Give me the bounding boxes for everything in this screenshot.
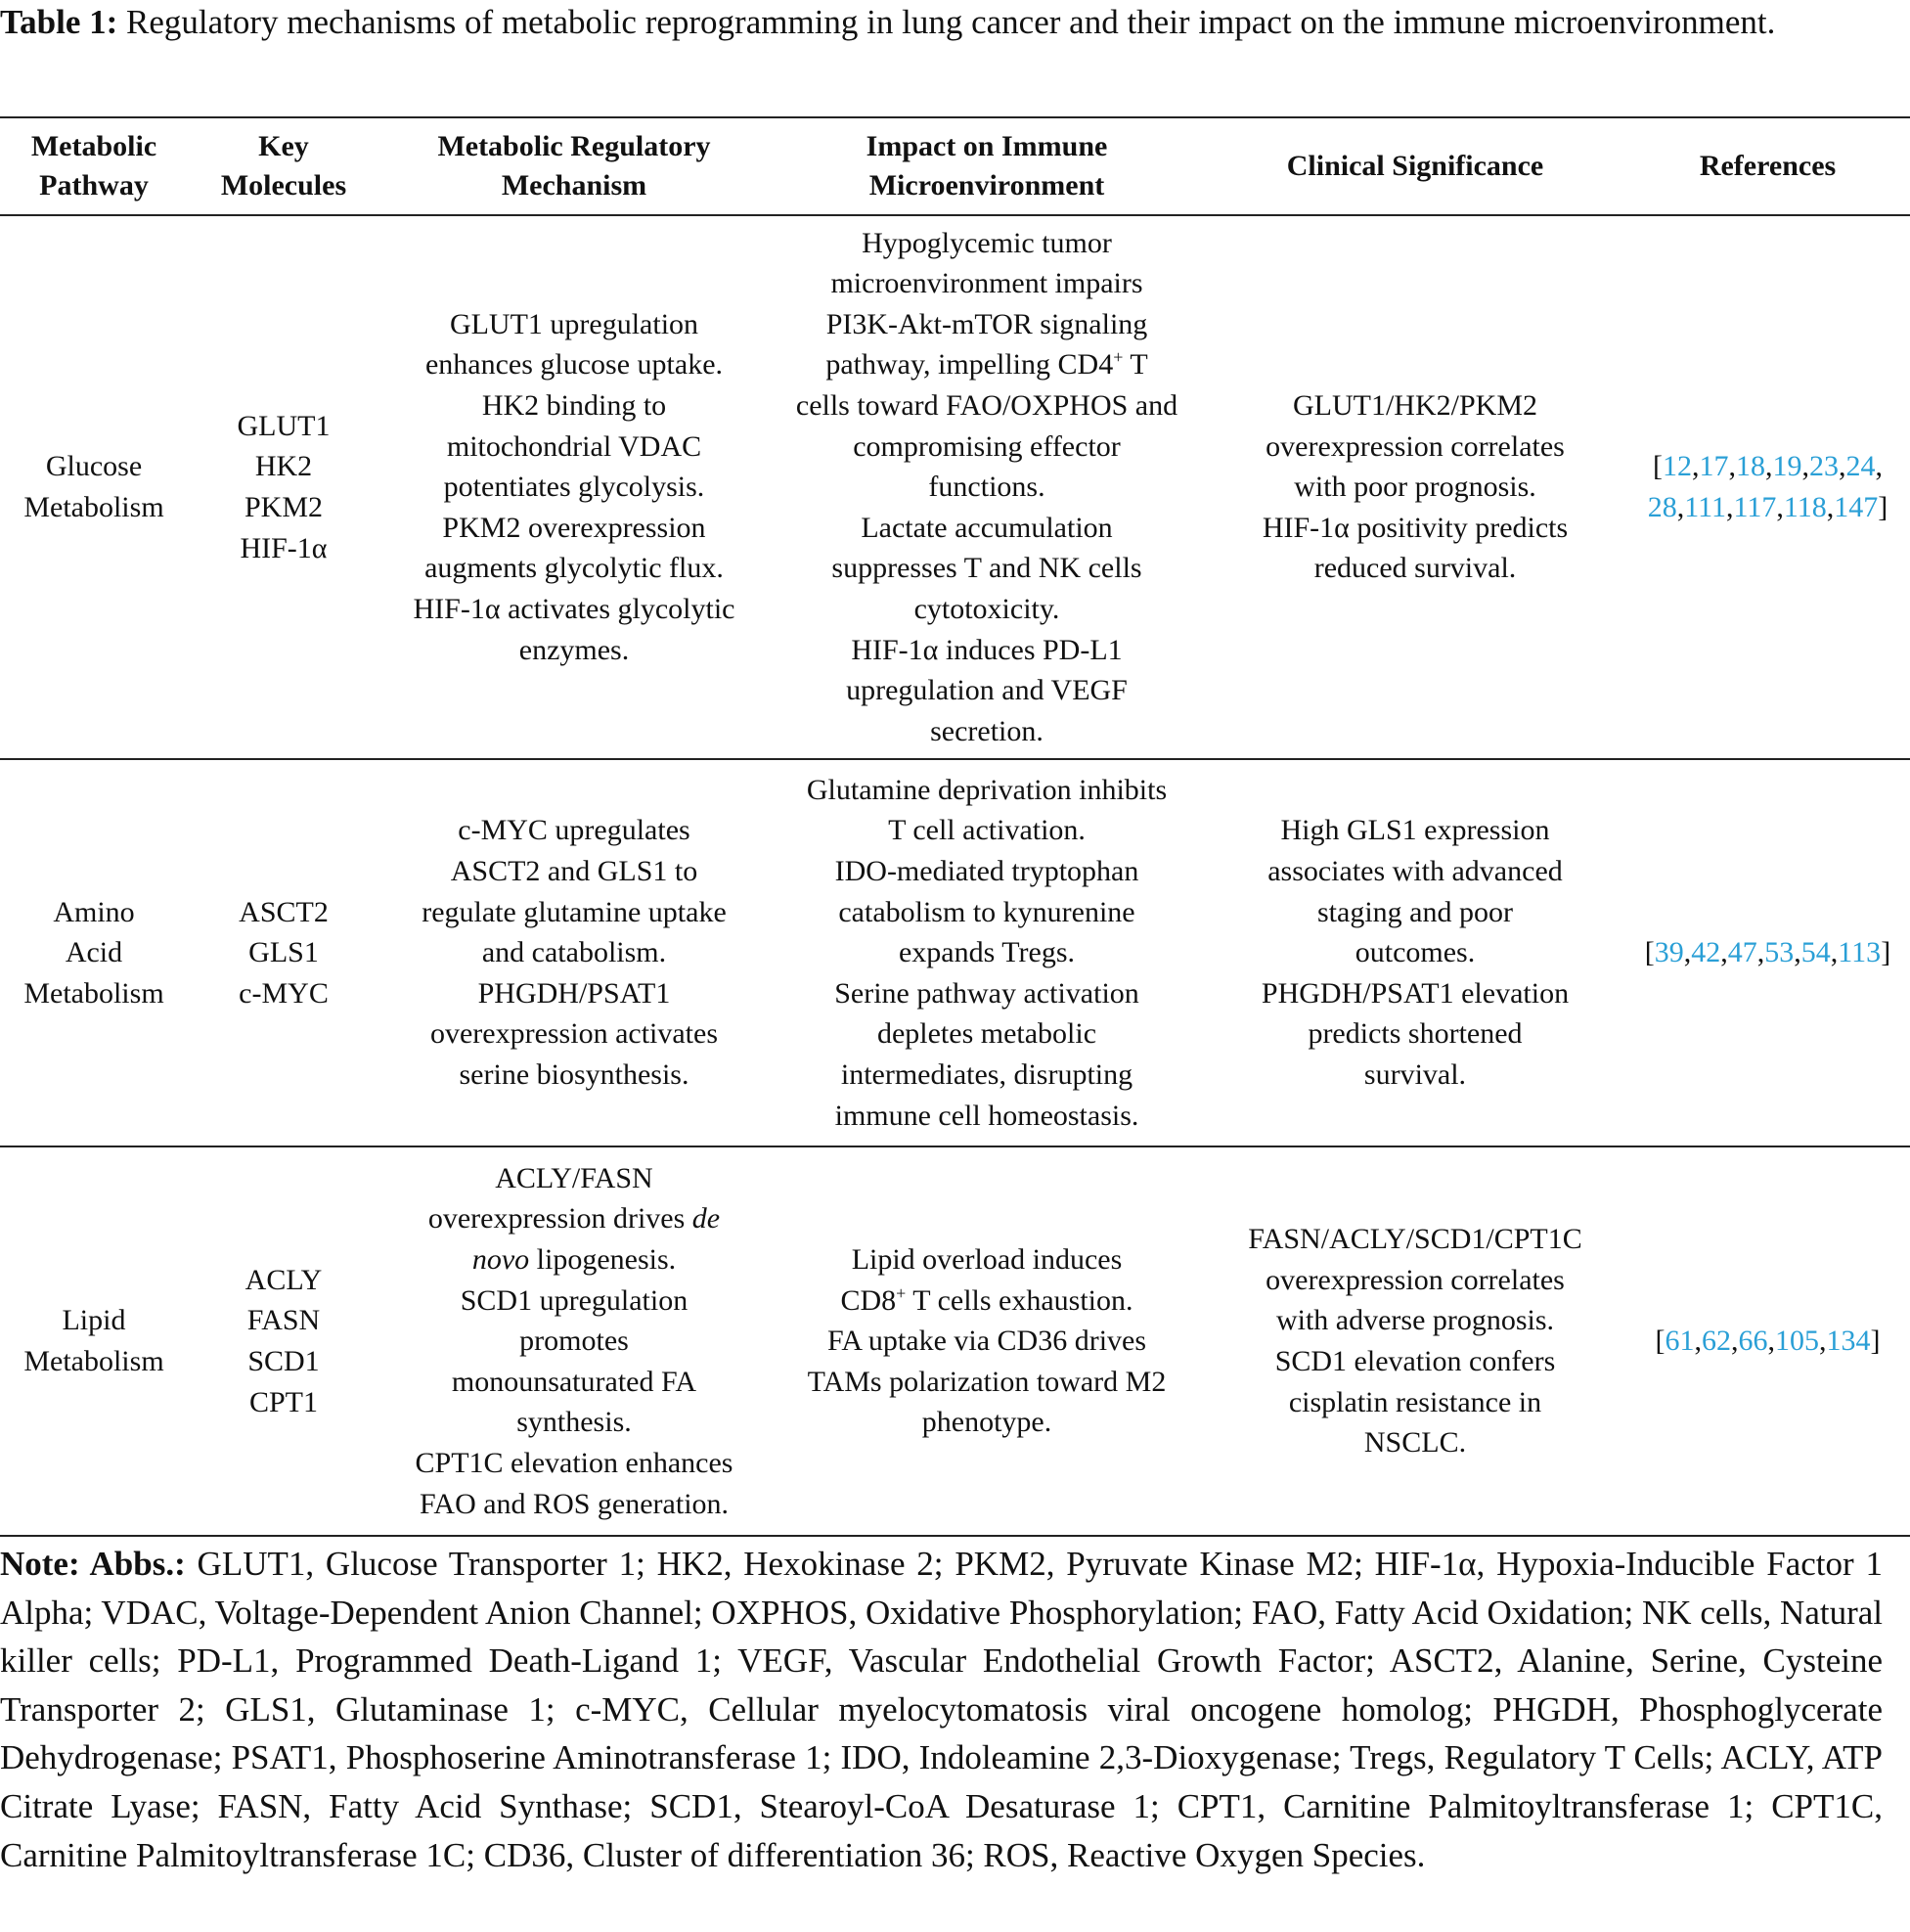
table-row [0,216,1910,760]
mechanism-cell: c-MYC upregulates ASCT2 and GLS1 to regulate glutamine uptake and catabolism. PHGDH/PSAT1 overexpression activates serine biosynthesis. [422,814,727,1091]
pathway-cell: Amino Acid Metabolism [23,895,164,1010]
table-row [0,1147,1910,1535]
header-metabolic-pathway: Metabolic Pathway [30,130,157,202]
reference-link[interactable]: 53 [1764,936,1795,969]
reference-link[interactable]: 62 [1702,1325,1731,1358]
header-key-molecules: Key Molecules [220,130,347,202]
reference-link[interactable]: 28 [1647,491,1677,523]
reference-link[interactable]: 19 [1772,450,1802,483]
molecules-cell: ACLY FASN SCD1 CPT1 [244,1263,323,1418]
reference-link[interactable]: 113 [1838,936,1882,969]
reference-link[interactable]: 18 [1736,450,1765,483]
data-table [0,116,1910,1537]
pathway-cell: Glucose Metabolism [23,450,164,523]
reference-link[interactable]: 24 [1845,450,1876,483]
reference-link[interactable]: 39 [1654,936,1684,969]
clinical-cell: GLUT1/HK2/PKM2 overexpression correlates with poor prognosis. HIF-1α positivity predicts reduced survival. [1262,389,1569,585]
molecules-cell: GLUT1 HK2 PKM2 HIF-1α [237,409,331,564]
impact-cell: Glutamine deprivation inhibits T cell activation. IDO-mediated tryptophan catabolism to kynurenine expands Tregs. Serine pathway activation depletes metabolic intermediates, disrupting immune cell homeostasis. [806,773,1168,1132]
caption-text: Regulatory mechanisms of metabolic reprogramming in lung cancer and their impact on the immune microenvironment. [126,3,1776,41]
impact-cell: Lipid overload induces CD8+ T cells exhaustion. FA uptake via CD36 drives TAMs polarization toward M2 phenotype. [807,1243,1167,1439]
pathway-cell: Lipid Metabolism [23,1304,164,1377]
table-caption [0,0,1910,46]
reference-link[interactable]: 17 [1699,450,1729,483]
reference-link[interactable]: 117 [1733,491,1777,523]
reference-link[interactable]: 23 [1809,450,1839,483]
references-cell: [39,42,47,53,54,113] [1644,936,1891,969]
reference-link[interactable]: 105 [1775,1325,1819,1358]
references-cell: [61,62,66,105,134] [1655,1325,1881,1358]
reference-link[interactable]: 111 [1684,491,1726,523]
mechanism-cell: GLUT1 upregulation enhances glucose uptake. HK2 binding to mitochondrial VDAC potentiates glycolysis. PKM2 overexpression augments glycolytic flux. HIF-1α activates glycolytic enzymes. [413,307,735,666]
impact-cell: Hypoglycemic tumor microenvironment impairs PI3K-Akt-mTOR signaling pathway, impelling CD4+ T cells toward FAO/OXPHOS and compromising effector functions. Lactate accumulation suppresses T and NK cells cytotoxicity. HIF-1α induces PD-L1 upregulation and VEGF secretion. [795,226,1178,747]
header-regulatory-mechanism: Metabolic Regulatory Mechanism [437,130,711,202]
reference-link[interactable]: 54 [1800,936,1831,969]
references-cell: [12,17,18,19,23,24, 28,111,117,118,147] [1647,450,1888,523]
reference-link[interactable]: 134 [1826,1325,1871,1358]
header-immune-impact: Impact on Immune Microenvironment [866,130,1108,202]
reference-link[interactable]: 47 [1727,936,1757,969]
reference-link[interactable]: 66 [1738,1325,1768,1358]
table-header-row [0,118,1910,216]
reference-link[interactable]: 118 [1783,491,1827,523]
reference-link[interactable]: 42 [1691,936,1721,969]
clinical-cell: High GLS1 expression associates with advanced staging and poor outcomes. PHGDH/PSAT1 elevation predicts shortened survival. [1261,814,1570,1091]
header-clinical-significance: Clinical Significance [1286,150,1544,182]
note-text: GLUT1, Glucose Transporter 1; HK2, Hexokinase 2; PKM2, Pyruvate Kinase M2; HIF-1α, Hypoxia-Inducible Factor 1 Alpha; VDAC, Voltage-Dependent Anion Channel; OXPHOS, Oxidative Phosphorylation; FAO, Fatty Acid Oxidation; NK cells, Natural killer cells; PD-L1, Programmed Death-Ligand 1; VEGF, Vascular Endothelial Growth Factor; ASCT2, Alanine, Serine, Cysteine Transporter 2; GLS1, Glutaminase 1; c-MYC, Cellular myelocytomatosis viral oncogene homolog; PHGDH, Phosphoglycerate Dehydrogenase; PSAT1, Phosphoserine Aminotransferase 1; IDO, Indoleamine 2,3-Dioxygenase; Tregs, Regulatory T Cells; ACLY, ATP Citrate Lyase; FASN, Fatty Acid Synthase; SCD1, Stearoyl-CoA Desaturase 1; CPT1, Carnitine Palmitoyltransferase 1; CPT1C, Carnitine Palmitoyltransferase 1C; CD36, Cluster of differentiation 36; ROS, Reactive Oxygen Species. [0,1545,1883,1874]
mechanism-cell: ACLY/FASN overexpression drives de novo lipogenesis. SCD1 upregulation promotes monounsaturated FA synthesis. CPT1C elevation enhances FAO and ROS generation. [415,1161,733,1520]
reference-link[interactable]: 61 [1665,1325,1695,1358]
reference-link[interactable]: 147 [1834,491,1879,523]
reference-link[interactable]: 12 [1663,450,1692,483]
header-references: References [1699,150,1837,182]
note-label: Note: Abbs.: [0,1545,186,1583]
table-row [0,760,1910,1147]
molecules-cell: ASCT2 GLS1 c-MYC [239,895,329,1010]
caption-label: Table 1: [0,3,118,41]
clinical-cell: FASN/ACLY/SCD1/CPT1C overexpression correlates with adverse prognosis. SCD1 elevation confers cisplatin resistance in NSCLC. [1248,1223,1582,1460]
table-note [0,1540,1883,1879]
